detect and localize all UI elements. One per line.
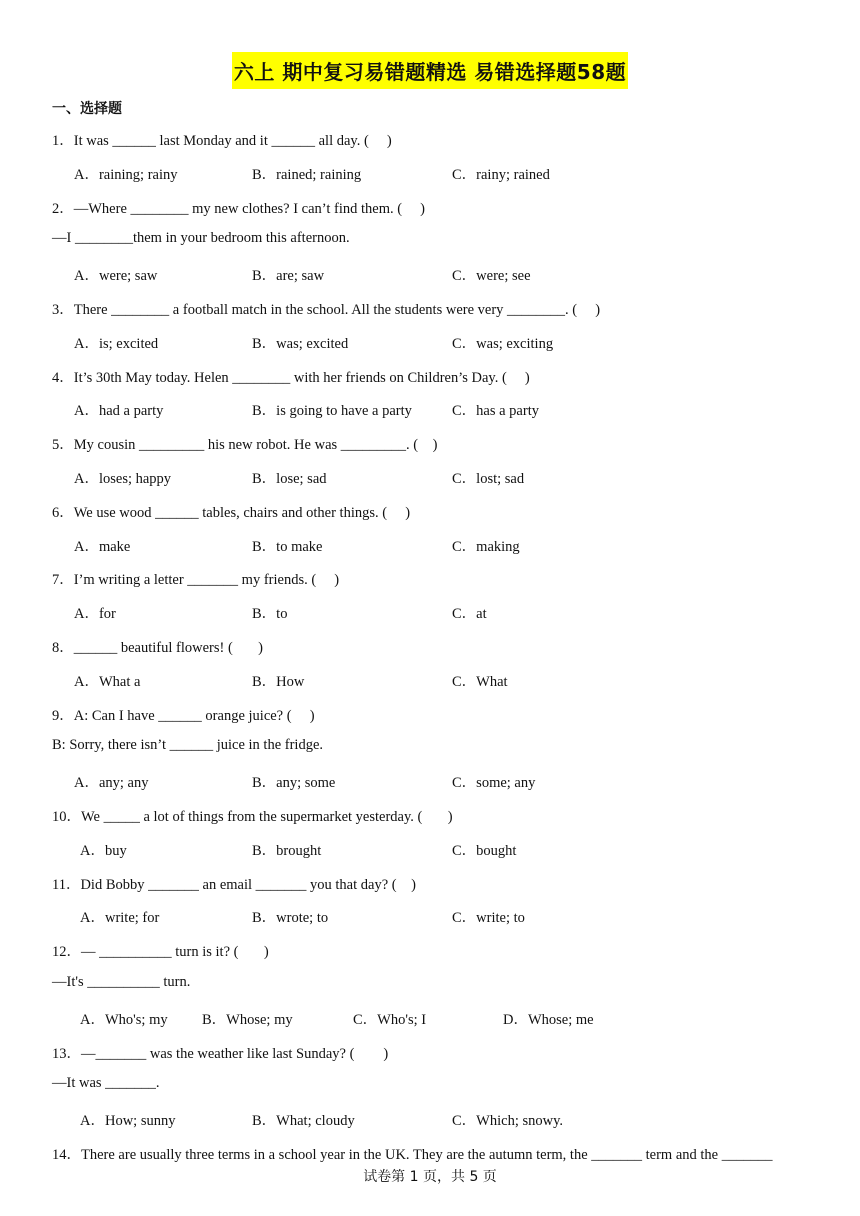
answer-option: B．brought — [252, 842, 322, 859]
question-stem: 1．It was ______ last Monday and it ______ all day. ( ) — [52, 133, 392, 149]
answer-option: A．loses; happy — [74, 471, 172, 487]
question-stem: 6．We use wood ______ tables, chairs and other things. ( ) — [52, 504, 411, 521]
question-line: —It's __________ turn. — [52, 974, 191, 990]
question-stem: 9．A: Can I have ______ orange juice? ( ) — [52, 707, 315, 724]
answer-option: C．Which; snowy. — [452, 1113, 564, 1130]
answer-option: A．were; saw — [74, 268, 158, 285]
answer-option: A．make — [74, 538, 131, 555]
answer-option: A．buy — [80, 842, 127, 859]
answer-option: B．to make — [252, 538, 323, 555]
question-line: B: Sorry, there isn’t ______ juice in the fridge. — [52, 737, 324, 754]
answer-option: C．making — [452, 538, 520, 555]
question-stem: 4．It’s 30th May today. Helen ________ with her friends on Children’s Day. ( ) — [52, 369, 530, 386]
answer-option: C．some; any — [452, 775, 536, 792]
question-stem: 3．There ________ a football match in the school. All the students were very ________. ( ) — [52, 302, 601, 318]
page-title: 六上 期中复习易错题精选 易错选择题58题 — [232, 52, 628, 89]
answer-option: A．Who's; my — [80, 1011, 168, 1028]
question-stem: 12．— __________ turn is it? ( ) — [52, 944, 269, 961]
answer-option: C．What — [452, 673, 508, 690]
answer-option: C．write; to — [452, 910, 525, 927]
question-stem: 2．—Where ________ my new clothes? I can’t find them. ( ) — [52, 200, 426, 217]
answer-option: C．rainy; rained — [452, 166, 550, 183]
answer-option: A．What a — [74, 673, 141, 690]
answer-option: D．Whose; me — [503, 1011, 594, 1028]
answer-option: B．rained; raining — [252, 166, 362, 183]
answer-option: A．for — [74, 606, 116, 623]
question-stem: 13．—_______ was the weather like last Sunday? ( ) — [52, 1045, 389, 1062]
answer-option: C．was; exciting — [452, 335, 554, 352]
question-stem: 10．We _____ a lot of things from the supermarket yesterday. ( ) — [52, 809, 453, 825]
answer-option: A．had a party — [74, 403, 164, 420]
answer-option: B．lose; sad — [252, 471, 327, 487]
answer-option: C．Who's; I — [353, 1011, 427, 1028]
answer-option: B．to — [252, 606, 288, 623]
question-stem: 5．My cousin _________ his new robot. He was _________. ( ) — [52, 437, 438, 454]
answer-option: C．were; see — [452, 268, 531, 285]
answer-option: B．What; cloudy — [252, 1113, 355, 1130]
answer-option: C．has a party — [452, 403, 539, 420]
section-heading: 一、选择题 — [52, 101, 122, 117]
answer-option: C．bought — [452, 842, 517, 859]
answer-option: B．wrote; to — [252, 910, 329, 927]
question-stem: 11．Did Bobby _______ an email _______ you that day? ( ) — [52, 876, 416, 893]
question-stem: 14．There are usually three terms in a school year in the UK. They are the autumn term, the _______ term and the _______ — [52, 1147, 773, 1163]
question-line: —It was _______. — [52, 1075, 160, 1092]
question-stem: 8．______ beautiful flowers! ( ) — [52, 640, 264, 656]
answer-option: B．are; saw — [252, 268, 325, 285]
answer-option: A．is; excited — [74, 335, 159, 352]
answer-option: B．any; some — [252, 775, 336, 792]
title-wrap — [0, 52, 860, 89]
answer-option: C．at — [452, 606, 487, 623]
answer-option: B．Whose; my — [202, 1011, 293, 1028]
answer-option: A．raining; rainy — [74, 166, 178, 183]
question-line: —I ________them in your bedroom this afternoon. — [52, 230, 350, 247]
answer-option: C．lost; sad — [452, 471, 525, 487]
page-footer: 试卷第 1 页，共 5 页 — [363, 1169, 497, 1185]
answer-option: A．How; sunny — [80, 1113, 176, 1130]
question-stem: 7．I’m writing a letter _______ my friends. ( ) — [52, 572, 340, 589]
answer-option: B．How — [252, 673, 305, 690]
answer-option: A．any; any — [74, 775, 149, 792]
answer-option: A．write; for — [80, 910, 160, 927]
answer-option: B．is going to have a party — [252, 403, 412, 420]
answer-option: B．was; excited — [252, 335, 349, 352]
